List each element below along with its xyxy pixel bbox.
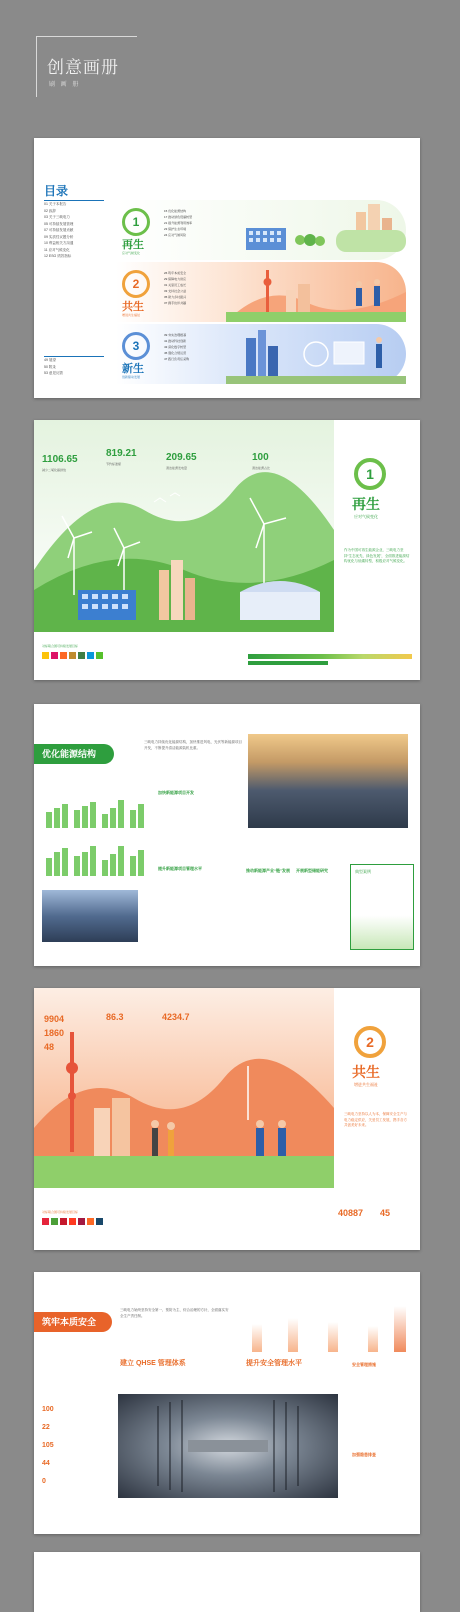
- bar: [82, 852, 88, 876]
- sdg-icon: [51, 1218, 58, 1225]
- solar-roof-photo: [42, 890, 138, 942]
- progress-strip: [248, 654, 412, 659]
- sdg-icon: [60, 652, 67, 659]
- stat-value: 819.21: [106, 448, 137, 459]
- page-title: 再生: [352, 496, 380, 512]
- sdg-icon: [96, 1218, 103, 1225]
- page-subtitle: 增进共生福祉: [354, 1082, 378, 1087]
- brand-title: 创意画册: [47, 58, 119, 77]
- toc-item[interactable]: 07 可持续发展贡献: [44, 228, 74, 232]
- candle-bars: [244, 1292, 412, 1352]
- bar: [62, 804, 68, 828]
- band-subtitle: 应对气候变化: [122, 251, 141, 255]
- band-subtitle: 创新驱动发展: [122, 375, 141, 379]
- toc-item[interactable]: 10 利益相关方沟通: [44, 241, 74, 245]
- bar-group: [42, 838, 146, 876]
- sidebar-title: 加强隐患排查: [352, 1452, 376, 1457]
- toc-item[interactable]: 09 实质性议题分析: [44, 234, 74, 239]
- bar: [62, 848, 68, 876]
- band-item[interactable]: 31 关爱员工成长: [164, 283, 187, 287]
- sdg-label: 对标联合国可持续发展目标: [42, 1210, 79, 1214]
- candle-bar: [252, 1324, 262, 1352]
- band-items: [164, 208, 192, 238]
- sdg-icon: [42, 1218, 49, 1225]
- toc-item[interactable]: 49 展望: [44, 358, 56, 362]
- brand-subtitle: 刷 画 册: [49, 82, 81, 88]
- toc-item[interactable]: 03 关于三峡电力: [44, 215, 70, 219]
- intro-text: 三峡电力持续优化能源结构，加快推进风电、光伏等新能源项目开发，不断提升清洁能源装机比重。: [144, 740, 242, 750]
- sdg-icon: [69, 1218, 76, 1225]
- subsection-title: 建立 QHSE 管理体系: [120, 1360, 186, 1367]
- stat-value: 100: [252, 452, 269, 463]
- case-box-title: 典型案例: [355, 869, 371, 874]
- intro-text: 三峡电力坚持以人为本，保障安全生产与电力稳定供应，关爱员工发展，携手各方共创美好未来。: [344, 1112, 407, 1127]
- stat-label: 清洁能源占比: [252, 466, 271, 470]
- bar: [130, 810, 136, 828]
- tech-city-illustration: [226, 324, 406, 384]
- bar-group: [42, 790, 146, 828]
- bar: [110, 854, 116, 876]
- bar: [90, 846, 96, 876]
- subsection-title: 开展新型储能研究: [296, 868, 328, 873]
- page-regeneration: [34, 420, 420, 680]
- stat-label: 减少二氧化碳排放: [42, 468, 67, 472]
- candle-bar: [288, 1318, 298, 1352]
- city-illustration: [236, 200, 406, 260]
- intro-text: 作为中国可再生能源企业，三峡电力坚持“生态优先、绿色发展”，全面推进能源结构优化与低碳转型，积极应对气候变化。: [344, 548, 410, 563]
- section-tag: 优化能源结构: [34, 744, 114, 764]
- toc-item[interactable]: 01 关于本报告: [44, 202, 67, 206]
- band-title: 共生: [122, 301, 144, 313]
- sdg-icon: [69, 652, 76, 659]
- toc-title: 目录: [44, 184, 69, 198]
- toc-list: [44, 200, 104, 260]
- city-workers-illustration: [226, 262, 406, 322]
- bar: [74, 856, 80, 876]
- page-next-stub: [34, 1552, 420, 1612]
- candle-bar: [368, 1326, 378, 1352]
- sdg-icon: [42, 652, 49, 659]
- band-item[interactable]: 37 携手伙伴共赢: [164, 301, 187, 305]
- toc-item[interactable]: 53 意见反馈: [44, 371, 63, 375]
- band-item[interactable]: 21 提升能源利用效率: [164, 221, 193, 225]
- stat-value: 209.65: [166, 452, 197, 463]
- toc-item[interactable]: 05 可持续发展管理: [44, 221, 74, 226]
- section-tag: 筑牢本质安全: [34, 1312, 112, 1332]
- bar: [102, 860, 108, 876]
- sdg-icon: [96, 652, 103, 659]
- bar: [110, 808, 116, 828]
- stat-value: 4234.7: [162, 1012, 190, 1022]
- band-item[interactable]: 33 支持社会公益: [164, 289, 187, 293]
- stat-value: 45: [380, 1208, 391, 1218]
- progress-strip-secondary: [248, 661, 328, 665]
- bar: [90, 802, 96, 828]
- page-subtitle: 应对气候变化: [354, 514, 378, 519]
- toc-item[interactable]: 11 应对气候变化: [44, 247, 70, 252]
- section-number-icon: 2: [122, 270, 150, 298]
- stat-value: 44: [42, 1460, 50, 1467]
- band-item[interactable]: 29 保障电力供应: [164, 277, 187, 281]
- band-subtitle: 增进共生福祉: [122, 313, 141, 317]
- stat-value: 48: [44, 1042, 55, 1052]
- stat-value: 86.3: [106, 1012, 124, 1022]
- band-item[interactable]: 23 保护生态环境: [164, 227, 187, 231]
- section-number-icon: 1: [122, 208, 150, 236]
- stat-value: 40887: [338, 1208, 364, 1218]
- sdg-icon: [60, 1218, 67, 1225]
- stat-value: 105: [42, 1442, 54, 1449]
- case-box: [350, 864, 414, 950]
- bar: [118, 846, 124, 876]
- bar: [138, 850, 144, 876]
- toc-item[interactable]: 02 致辞: [44, 208, 56, 213]
- page-toc: [34, 138, 420, 398]
- bar: [130, 856, 136, 876]
- page-energy-structure: [34, 704, 420, 966]
- band-items: [164, 332, 189, 362]
- stat-value: 1860: [44, 1028, 65, 1038]
- stat-value: 1106.65: [42, 454, 78, 465]
- bar: [118, 800, 124, 828]
- stat-label: 节约标准煤: [106, 462, 122, 466]
- sdg-icon: [87, 652, 94, 659]
- band-title: 新生: [122, 363, 144, 375]
- bar: [138, 804, 144, 828]
- stat-value: 9904: [44, 1014, 65, 1024]
- page-safety: [34, 1272, 420, 1534]
- band-item[interactable]: 15 优化能源结构: [164, 209, 187, 213]
- bar: [54, 808, 60, 828]
- candle-bar: [328, 1322, 338, 1352]
- stat-label: 清洁能源发电量: [166, 466, 188, 470]
- band-item[interactable]: 24 应对气候风险: [164, 233, 187, 237]
- subsection-title: 推动新能源产业“链”发展: [246, 868, 290, 873]
- bar: [74, 810, 80, 828]
- section-number-icon: 2: [354, 1026, 386, 1058]
- sdg-icon: [51, 652, 58, 659]
- bar: [102, 814, 108, 828]
- page-title: 共生: [352, 1064, 380, 1080]
- candle-bar: [394, 1306, 406, 1352]
- stat-value: 22: [42, 1424, 50, 1431]
- solar-field-photo: [248, 734, 408, 828]
- sidebar-title: 安全管理措施: [352, 1362, 376, 1367]
- subsection-title: 加快新能源项目开发: [158, 790, 194, 795]
- bar: [54, 852, 60, 876]
- sdg-icon: [87, 1218, 94, 1225]
- sdg-icon: [78, 1218, 85, 1225]
- band-item[interactable]: 39 夯实治理根基: [164, 333, 187, 337]
- band-renewal: [116, 324, 406, 384]
- page-symbiosis: [34, 988, 420, 1250]
- band-item[interactable]: 41 推动科技创新: [164, 339, 187, 343]
- stat-value: 100: [42, 1406, 54, 1413]
- band-item[interactable]: 26 筑牢本质安全: [164, 271, 187, 275]
- intro-text: 三峡电力始终坚持安全第一、预防为主、综合治理的方针，全面落实安全生产责任制。: [120, 1308, 229, 1318]
- band-regeneration: [116, 200, 406, 260]
- subsection-title: 提升新能源项目管理水平: [158, 866, 202, 871]
- band-title: 再生: [122, 239, 144, 251]
- sdg-icon: [78, 652, 85, 659]
- section-number-icon: 3: [122, 332, 150, 360]
- band-item[interactable]: 47 践行负责任采购: [164, 357, 190, 361]
- bar: [46, 812, 52, 828]
- turbine-photo: [118, 1394, 338, 1498]
- stat-column: [42, 1406, 98, 1496]
- bar: [82, 806, 88, 828]
- toc-bottom-list: [44, 356, 104, 377]
- band-symbiosis: [116, 262, 406, 322]
- brand-frame: [36, 36, 137, 97]
- sdg-label: 对标联合国可持续发展目标: [42, 644, 79, 648]
- bar-charts: [42, 790, 148, 878]
- band-items: [164, 270, 186, 306]
- turbine-rotor-illustration: [118, 1394, 338, 1498]
- band-item[interactable]: 17 推动绿色低碳转型: [164, 215, 193, 219]
- subsection-title: 提升安全管理水平: [246, 1360, 302, 1367]
- band-item[interactable]: 35 助力乡村振兴: [164, 295, 187, 299]
- stat-value: 0: [42, 1478, 46, 1485]
- band-item[interactable]: 45 强化合规运营: [164, 351, 187, 355]
- section-number-icon: 1: [354, 458, 386, 490]
- toc-item[interactable]: 50 附录: [44, 364, 56, 369]
- bar: [46, 858, 52, 876]
- toc-item[interactable]: 12 ESG 绩效指标: [44, 254, 72, 258]
- band-item[interactable]: 43 深化数字转型: [164, 345, 187, 349]
